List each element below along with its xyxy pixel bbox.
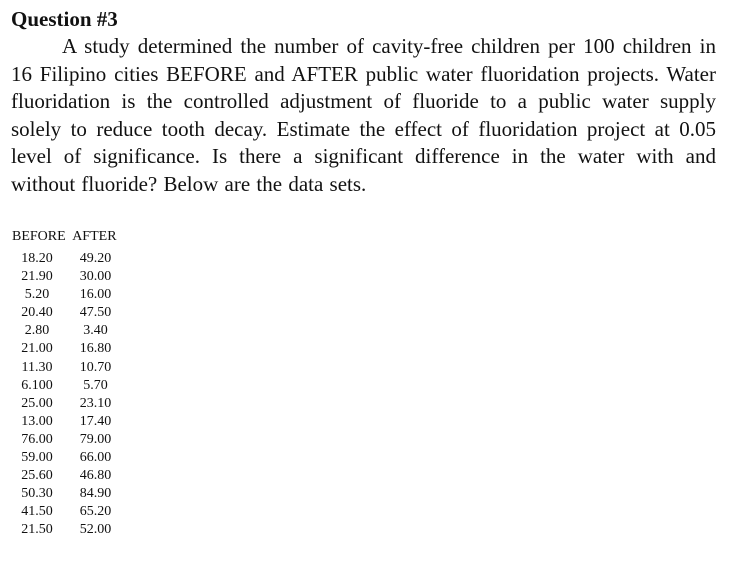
cell-before: 25.00 [21,395,53,411]
cell-before: 21.00 [21,341,53,357]
cell-after: 84.90 [79,486,112,502]
question-title: Question #3 [11,7,118,31]
table-row [12,485,119,503]
column-header-after: AFTER [72,229,117,244]
cell-before: 50.30 [21,486,53,502]
table-row [12,467,119,485]
table-row [12,359,119,377]
cell-after: 66.00 [79,450,112,466]
table-row [12,413,119,431]
cell-before: 11.30 [21,359,53,375]
cell-after: 23.10 [79,395,112,411]
cell-before: 21.90 [21,269,53,285]
table-row [12,304,119,322]
table-row [12,431,119,449]
cell-after: 3.40 [83,323,108,339]
cell-before: 21.50 [21,522,53,538]
cell-before: 59.00 [21,450,53,466]
table-row [12,503,119,521]
cell-after: 10.70 [79,359,112,375]
cell-before: 18.20 [21,251,53,266]
data-table [12,250,119,540]
table-row [12,377,119,395]
table-row [12,449,119,467]
cell-after: 52.00 [79,522,112,538]
cell-before: 2.80 [24,323,50,339]
table-row [12,268,119,286]
table-row [12,322,119,340]
cell-after: 49.20 [79,251,112,266]
cell-after: 47.50 [79,305,112,321]
table-row [12,395,119,413]
cell-before: 20.40 [21,305,53,321]
table-row [12,521,119,539]
cell-before: 6.100 [21,377,53,393]
cell-after: 16.80 [79,341,112,357]
cell-after: 30.00 [79,269,112,285]
cell-before: 25.60 [21,468,53,484]
cell-before: 76.00 [21,431,53,447]
cell-before: 5.20 [24,287,50,303]
cell-after: 79.00 [79,431,112,447]
question-text: A study determined the number of cavity-free children per 100 children in 16 Filipino cities BEFORE and AFTER public water fluoridation projects. Water fluoridation is the controlled adjustment of fluoride to a public water supply solely to reduce tooth decay. Estimate the effect of fluoridation project at 0.05 level of significance. Is there a significant difference in the water with and without fluoride? Below are the data sets. [11,34,716,196]
column-header-before: BEFORE [12,229,66,244]
cell-after: 16.00 [79,287,112,303]
cell-after: 65.20 [79,504,112,520]
table-row [12,286,119,304]
cell-after: 5.70 [83,377,108,393]
table-row [12,250,119,268]
cell-after: 46.80 [79,468,112,484]
cell-after: 17.40 [79,413,112,429]
cell-before: 41.50 [21,504,53,520]
data-table-header [12,228,117,245]
cell-before: 13.00 [21,413,53,429]
table-row [12,340,119,358]
